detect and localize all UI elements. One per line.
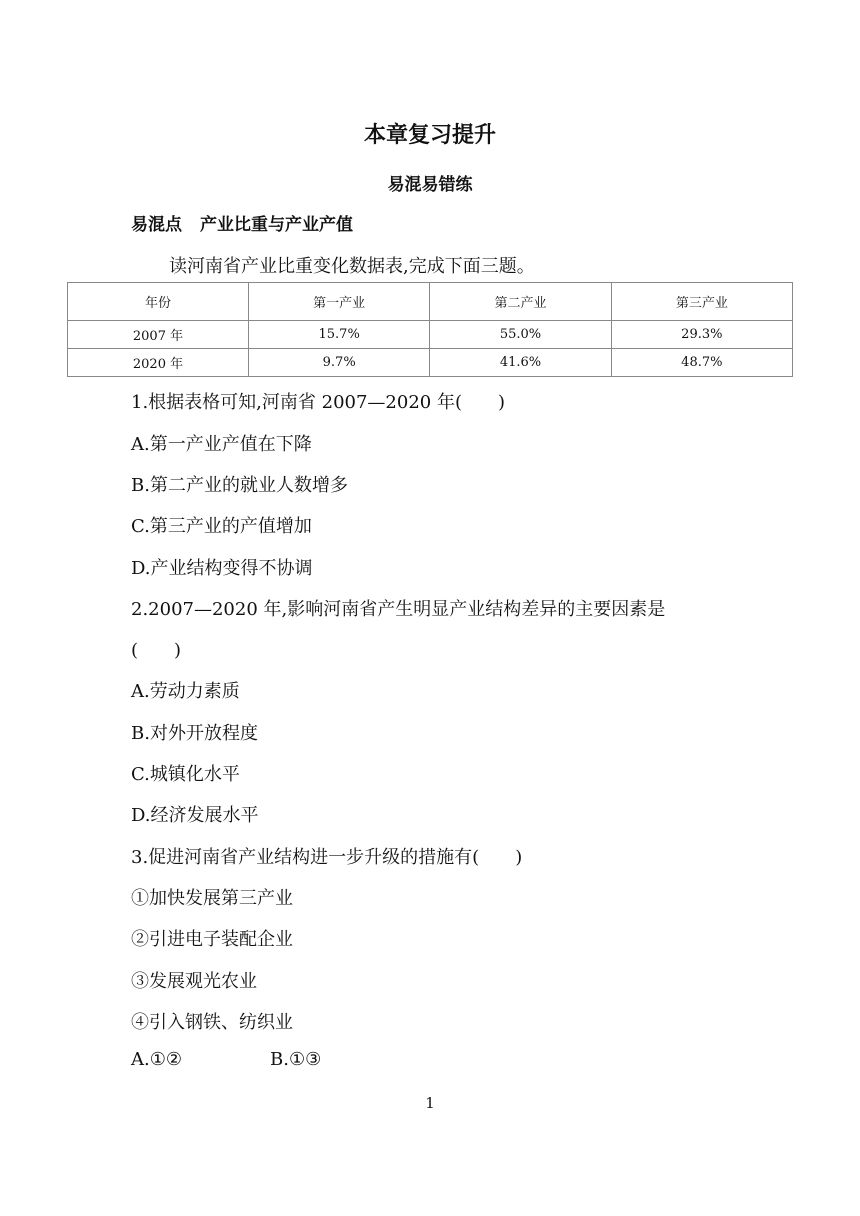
table-cell: 55.0% (430, 321, 611, 349)
question-3-item-4: ④引入钢铁、纺织业 (131, 1012, 293, 1033)
table-cell: 29.3% (611, 321, 792, 349)
table-cell: 15.7% (249, 321, 430, 349)
question-3-item-3: ③发展观光农业 (131, 971, 257, 992)
page-number: 1 (425, 1094, 435, 1112)
question-1-stem: 1.根据表格可知,河南省 2007—2020 年( ) (131, 392, 505, 413)
section-heading (131, 210, 353, 235)
section-subtitle: 易混易错练 (387, 175, 473, 195)
page-title: 本章复习提升 (363, 123, 496, 148)
table-row (68, 321, 793, 349)
question-3-item-2: ②引进电子装配企业 (131, 929, 293, 950)
table-header-cell: 第一产业 (249, 283, 430, 321)
table-header-cell: 年份 (68, 283, 249, 321)
section-topic: 产业比重与产业产值 (200, 215, 353, 235)
question-2-stem: 2.2007—2020 年,影响河南省产生明显产业结构差异的主要因素是 (131, 599, 666, 620)
table-header-cell: 第二产业 (430, 283, 611, 321)
question-1-option-b: B.第二产业的就业人数增多 (131, 475, 348, 496)
question-2-option-d: D.经济发展水平 (131, 805, 259, 826)
table-cell: 9.7% (249, 349, 430, 377)
section-label: 易混点 (131, 215, 182, 235)
table-header-row (68, 283, 793, 321)
question-2-option-a: A.劳动力素质 (131, 681, 240, 702)
question-1-option-c: C.第三产业的产值增加 (131, 516, 312, 537)
table-cell: 48.7% (611, 349, 792, 377)
question-3-stem: 3.促进河南省产业结构进一步升级的措施有( ) (131, 847, 523, 868)
question-3-option-b: B.①③ (270, 1049, 322, 1070)
table-cell: 2020 年 (68, 349, 249, 377)
question-2-option-b: B.对外开放程度 (131, 723, 258, 744)
intro-text: 读河南省产业比重变化数据表,完成下面三题。 (169, 256, 535, 277)
question-3-item-1: ①加快发展第三产业 (131, 888, 293, 909)
table-row (68, 349, 793, 377)
question-1-option-d: D.产业结构变得不协调 (131, 558, 313, 579)
question-1-option-a: A.第一产业产值在下降 (131, 434, 312, 455)
table-cell: 2007 年 (68, 321, 249, 349)
table-cell: 41.6% (430, 349, 611, 377)
industry-share-table (67, 282, 793, 377)
question-2-answer-blank: ( ) (131, 640, 182, 661)
question-2-option-c: C.城镇化水平 (131, 764, 240, 785)
question-3-option-a: A.①② (131, 1049, 182, 1070)
table-header-cell: 第三产业 (611, 283, 792, 321)
